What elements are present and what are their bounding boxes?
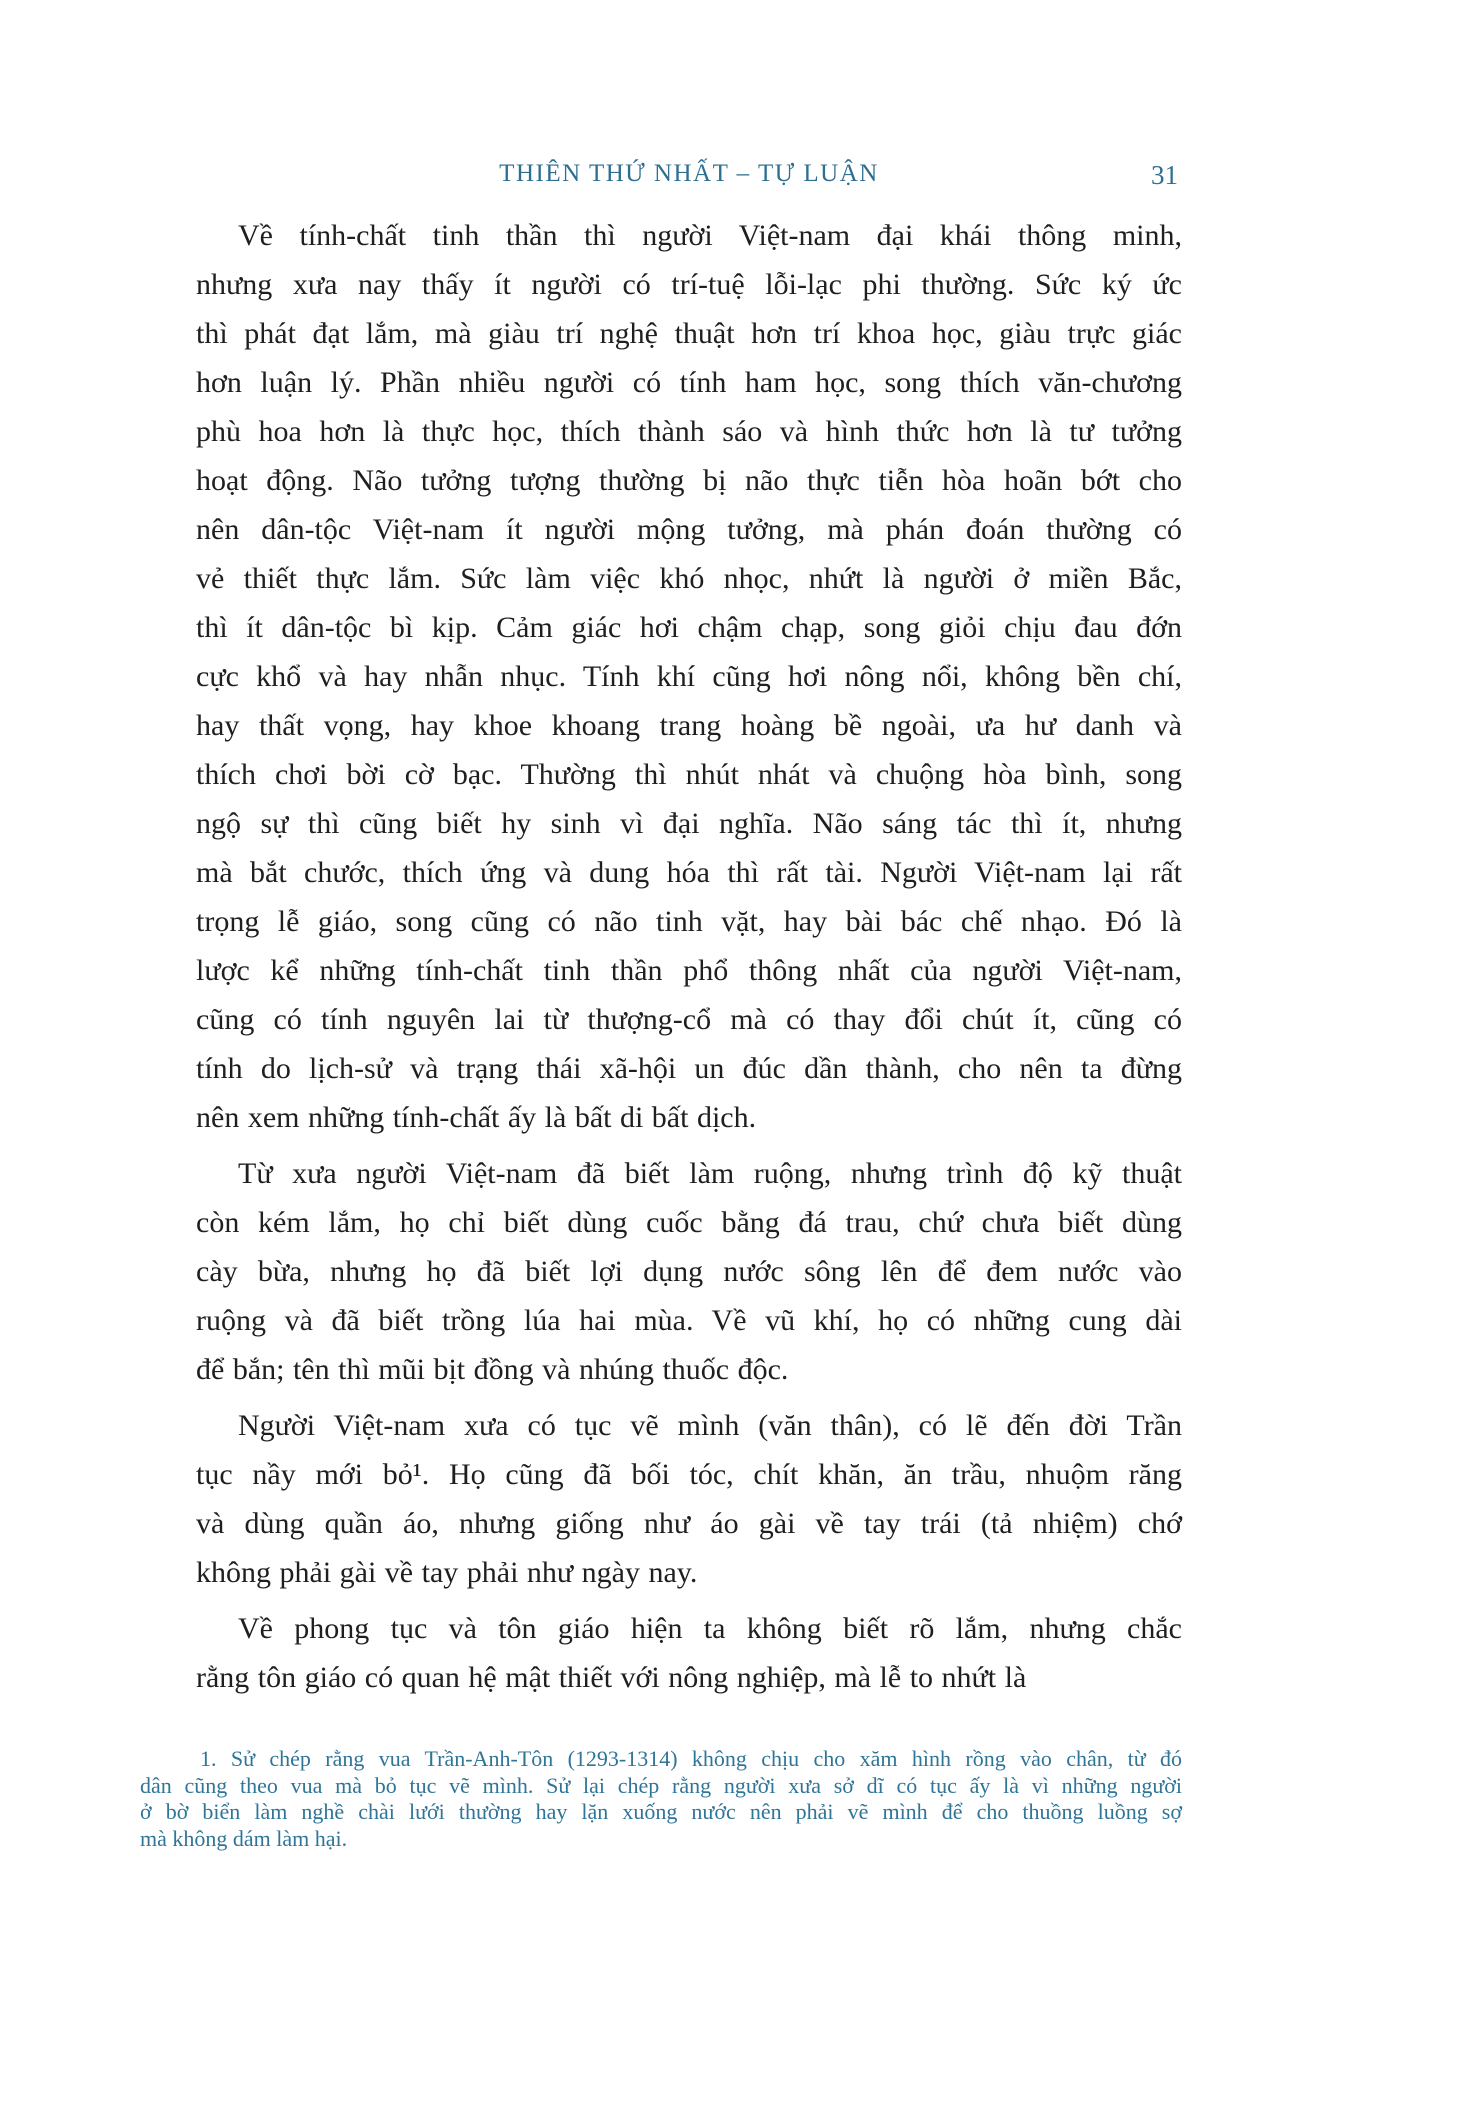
- text-line: cực khổ và hay nhẫn nhục. Tính khí cũng hơi nông nổi, không bền chí,: [196, 660, 1182, 693]
- text-line: thì phát đạt lắm, mà giàu trí nghệ thuật hơn trí khoa học, giàu trực giác: [196, 317, 1182, 350]
- footnote-block: [140, 1746, 1182, 1852]
- text-line: lược kể những tính-chất tinh thần phổ thông nhất của người Việt-nam,: [196, 954, 1182, 987]
- text-line: và dùng quần áo, nhưng giống như áo gài về tay trái (tả nhiệm) chớ: [196, 1507, 1182, 1540]
- text-line: nên xem những tính-chất ấy là bất di bất dịch.: [196, 1101, 757, 1134]
- text-line: dân cũng theo vua mà bỏ tục vẽ mình. Sử lại chép rằng người xưa sở dĩ có tục ấy là vì những người: [140, 1772, 1182, 1798]
- text-line: còn kém lắm, họ chỉ biết dùng cuốc bằng đá trau, chứ chưa biết dùng: [196, 1206, 1182, 1239]
- running-header-title: THIÊN THỨ NHẤT – TỰ LUẬN: [499, 160, 879, 187]
- text-line: Người Việt-nam xưa có tục vẽ mình (văn thân), có lẽ đến đời Trần: [238, 1409, 1182, 1442]
- page-number: 31: [1151, 160, 1178, 190]
- text-line: nên dân-tộc Việt-nam ít người mộng tưởng, mà phán đoán thường có: [196, 513, 1182, 546]
- text-line: để bắn; tên thì mũi bịt đồng và nhúng thuốc độc.: [196, 1353, 789, 1386]
- text-line: ruộng và đã biết trồng lúa hai mùa. Về vũ khí, họ có những cung dài: [196, 1304, 1182, 1337]
- running-header: [196, 160, 1182, 194]
- text-line: mà bắt chước, thích ứng và dung hóa thì rất tài. Người Việt-nam lại rất: [196, 856, 1182, 889]
- text-line: rằng tôn giáo có quan hệ mật thiết với nông nghiệp, mà lễ to nhứt là: [196, 1661, 1027, 1694]
- paragraph-religion: [196, 1604, 1182, 1702]
- text-line: Từ xưa người Việt-nam đã biết làm ruộng, nhưng trình độ kỹ thuật: [238, 1157, 1182, 1190]
- text-line: phù hoa hơn là thực học, thích thành sáo và hình thức hơn là tư tưởng: [196, 415, 1182, 448]
- text-line: hoạt động. Não tưởng tượng thường bị não thực tiễn hòa hoãn bớt cho: [196, 464, 1182, 497]
- text-line: Về tính-chất tinh thần thì người Việt-nam đại khái thông minh,: [238, 219, 1182, 252]
- text-line: thích chơi bời cờ bạc. Thường thì nhút nhát và chuộng hòa bình, song: [196, 758, 1182, 791]
- paragraph-farming: [196, 1149, 1182, 1394]
- text-line: hơn luận lý. Phần nhiều người có tính ham học, song thích văn-chương: [196, 366, 1182, 399]
- text-line: Về phong tục và tôn giáo hiện ta không biết rõ lắm, nhưng chắc: [238, 1612, 1182, 1645]
- text-line: 1. Sử chép rằng vua Trần-Anh-Tôn (1293-1314) không chịu cho xăm hình rồng vào chân, từ đó: [200, 1746, 1182, 1771]
- text-line: thì ít dân-tộc bì kịp. Cảm giác hơi chậm chạp, song giỏi chịu đau đớn: [196, 611, 1182, 644]
- text-line: vẻ thiết thực lắm. Sức làm việc khó nhọc, nhứt là người ở miền Bắc,: [196, 562, 1182, 595]
- text-line: mà không dám làm hại.: [140, 1825, 348, 1851]
- text-line: cày bừa, nhưng họ đã biết lợi dụng nước sông lên để đem nước vào: [196, 1255, 1182, 1288]
- text-line: trọng lễ giáo, song cũng có não tinh vặt, hay bài bác chế nhạo. Đó là: [196, 905, 1182, 938]
- paragraph-tattoo-customs: [196, 1401, 1182, 1597]
- text-line: nhưng xưa nay thấy ít người có trí-tuệ lỗi-lạc phi thường. Sức ký ức: [196, 268, 1182, 301]
- text-line: hay thất vọng, hay khoe khoang trang hoàng bề ngoài, ưa hư danh và: [196, 709, 1182, 742]
- text-line: ngộ sự thì cũng biết hy sinh vì đại nghĩa. Não sáng tác thì ít, nhưng: [196, 807, 1182, 840]
- paragraph-mental-traits: [196, 211, 1182, 1142]
- text-line: tính do lịch-sử và trạng thái xã-hội un đúc dần thành, cho nên ta đừng: [196, 1052, 1182, 1085]
- text-line: tục nầy mới bỏ¹. Họ cũng đã bối tóc, chít khăn, ăn trầu, nhuộm răng: [196, 1458, 1182, 1491]
- text-line: cũng có tính nguyên lai từ thượng-cổ mà có thay đổi chút ít, cũng có: [196, 1003, 1182, 1036]
- text-line: ở bờ biển làm nghề chài lưới thường hay lặn xuống nước nên phải vẽ mình để cho thuồng luồng sợ: [140, 1799, 1182, 1824]
- text-line: không phải gài về tay phải như ngày nay.: [196, 1556, 698, 1589]
- body-text-block: [196, 211, 1182, 1709]
